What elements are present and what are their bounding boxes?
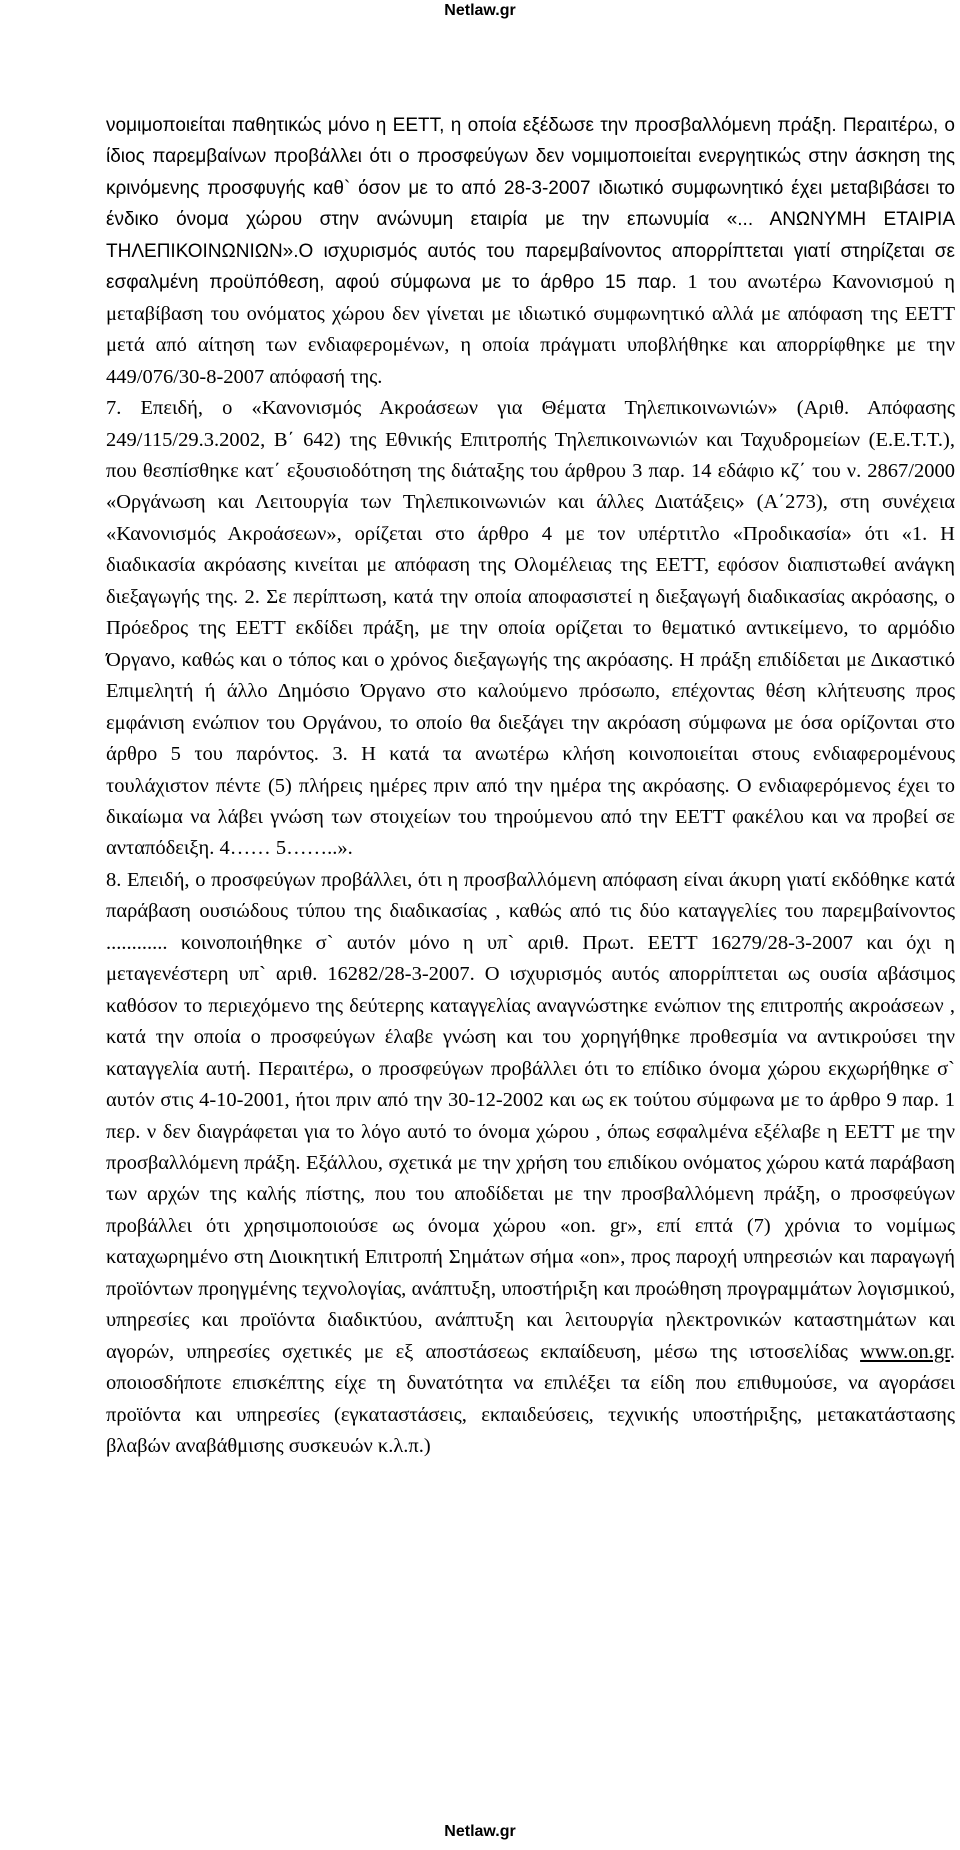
document-body <box>106 110 955 1462</box>
page-header <box>0 2 960 20</box>
page-footer <box>0 1823 960 1841</box>
paragraph-8 <box>106 865 955 1463</box>
header-site-name: Netlaw.gr <box>444 2 516 19</box>
website-link[interactable]: www.on.gr <box>860 1340 950 1363</box>
paragraph-8-text-a: 8. Επειδή, ο προσφεύγων προβάλλει, ότι η προσβαλλόμενη απόφαση είναι άκυρη γιατί εκδόθηκε κατά παράβαση ουσιώδους τύπου της διαδικασίας , καθώς από τις δύο καταγγελίες του παρεμβαίνοντος ............ κοινοποιήθηκε σ` αυτόν μόνο η υπ` αριθ. Πρωτ. ΕΕΤΤ 16279/28-3-2007 και όχι η μεταγενέστερη υπ` αριθ. 16282/28-3-2007. Ο ισχυρισμός αυτός απορρίπτεται ως ουσία αβάσιμος καθόσον το περιεχόμενο της δεύτερης καταγγελίας αναγνώστηκε ενώπιον της επιτροπής ακροάσεων , κατά την οποία ο προσφεύγων έλαβε γνώση και του χορηγήθηκε προθεσμία να αντικρούσει την καταγγελία αυτή. Περαιτέρω, ο προσφεύγων προβάλλει ότι το επίδικο όνομα χώρου εκχωρήθηκε σ` αυτόν στις 4-10-2001, ήτοι πριν από την 30-12-2002 και ως εκ τούτου σύμφωνα με το άρθρο 9 παρ. 1 περ. ν δεν διαγράφεται για το λόγο αυτό το όνομα χώρου , όπως εσφαλμένα εξέλαβε η ΕΕΤΤ με την προσβαλλόμενη πράξη. Εξάλλου, σχετικά με την χρήση του επιδίκου ονόματος χώρου κατά παράβαση των αρχών της καλής πίστης, που του αποδίδεται με την προσβαλλόμενη πράξη, ο προσφεύγων προβάλλει ότι χρησιμοποιούσε ως όνομα χώρου «on. gr», επί επτά (7) χρόνια το νομίμως καταχωρημένο στη Διοικητική Επιτροπή Σημάτων σήμα «on», προς παροχή υπηρεσιών και παραγωγή προϊόντων προηγμένης τεχνολογίας, ανάπτυξη, υποστήριξη και προώθηση προγραμμάτων λογισμικού, υπηρεσίες και προϊόντα διαδικτύου, ανάπτυξη και λειτουργία ηλεκτρονικών καταστημάτων και αγορών, υπηρεσίες σχετικές με εξ αποστάσεως εκπαίδευση, μέσω της ιστοσελίδας <box>106 868 955 1363</box>
footer-site-name: Netlaw.gr <box>444 1823 516 1840</box>
paragraph-6-serif-text: 1 του ανωτέρω Κανονισμού η μεταβίβαση του ονόματος χώρου δεν γίνεται με ιδιωτικό συμφωνητικό αλλά με απόφαση της ΕΕΤΤ μετά από αίτηση των ενδιαφερομένων, η οποία πράγματι υποβλήθηκε και απορρίφθηκε με την 449/076/30-8-2007 απόφασή της. <box>106 271 955 388</box>
paragraph-6-continuation <box>106 110 955 393</box>
paragraph-8-text-b: . οποιοσδήποτε επισκέπτης είχε τη δυνατότητα να επιλέξει τα είδη που επιθυμούσε, να αγοράσει προϊόντα και υπηρεσίες (εγκαταστάσεις, εκπαιδεύσεις, τεχνικής υποστήριξης, μετακατάστασης βλαβών αναβάθμισης συσκευών κ.λ.π.) <box>106 1340 955 1458</box>
paragraph-6-sans-text: νομιμοποιείται παθητικώς μόνο η ΕΕΤΤ, η οποία εξέδωσε την προσβαλλόμενη πράξη. Περαιτέρω, ο ίδιος παρεμβαίνων προβάλλει ότι ο προσφεύγων δεν νομιμοποιείται ενεργητικώς στην άσκηση της κρινόμενης προσφυγής καθ` όσον με το από 28-3-2007 ιδιωτικό συμφωνητικό έχει μεταβιβάσει το ένδικο όνομα χώρου στην ανώνυμη εταιρία με την επωνυμία «... ΑΝΩΝΥΜΗ ΕΤΑΙΡΙΑ ΤΗΛΕΠΙΚΟΙΝΩΝΙΩΝ».Ο ισχυρισμός αυτός του παρεμβαίνοντος απορρίπτεται γιατί στηρίζεται σε εσφαλμένη προϋπόθεση, αφού σύμφωνα με το άρθρο 15 παρ. <box>106 115 955 294</box>
paragraph-7: 7. Επειδή, ο «Κανονισμός Ακροάσεων για Θέματα Τηλεπικοινωνιών» (Αριθ. Απόφασης 249/115/29.3.2002, Β΄ 642) της Εθνικής Επιτροπής Τηλεπικοινωνιών και Ταχυδρομείων (Ε.Ε.Τ.Τ.), που θεσπίσθηκε κατ΄ εξουσιοδότηση της διάταξης του άρθρου 3 παρ. 14 εδάφιο κζ΄ του ν. 2867/2000 «Οργάνωση και Λειτουργία των Τηλεπικοινωνιών και άλλες Διατάξεις» (Α΄273), στη συνέχεια «Κανονισμός Ακροάσεων», ορίζεται στο άρθρο 4 με τον υπέρτιτλο «Προδικασία» ότι «1. Η διαδικασία ακρόασης κινείται με απόφαση της Ολομέλειας της ΕΕΤΤ, εφόσον διαπιστωθεί ανάγκη διεξαγωγής της. 2. Σε περίπτωση, κατά την οποία αποφασιστεί η διεξαγωγή διαδικασίας ακρόασης, ο Πρόεδρος της ΕΕΤΤ εκδίδει πράξη, με την οποία ορίζεται το θεματικό αντικείμενο, το αρμόδιο Όργανο, καθώς και ο τόπος και ο χρόνος διεξαγωγής της ακρόασης. Η πράξη επιδίδεται με Δικαστικό Επιμελητή ή άλλο Δημόσιο Όργανο στο καλούμενο πρόσωπο, επέχοντας θέση κλήτευσης προς εμφάνιση ενώπιον του Οργάνου, το οποίο θα διεξάγει την ακρόαση σύμφωνα με όσα ορίζονται στο άρθρο 5 του παρόντος. 3. Η κατά τα ανωτέρω κλήση κοινοποιείται στους ενδιαφερομένους τουλάχιστον πέντε (5) πλήρεις ημέρες πριν από την ημέρα της ακρόασης. Ο ενδιαφερόμενος έχει το δικαίωμα να λάβει γνώση των στοιχείων του τηρούμενου από την ΕΕΤΤ φακέλου και να προβεί σε ανταπόδειξη. 4…… 5……..». <box>106 397 955 860</box>
